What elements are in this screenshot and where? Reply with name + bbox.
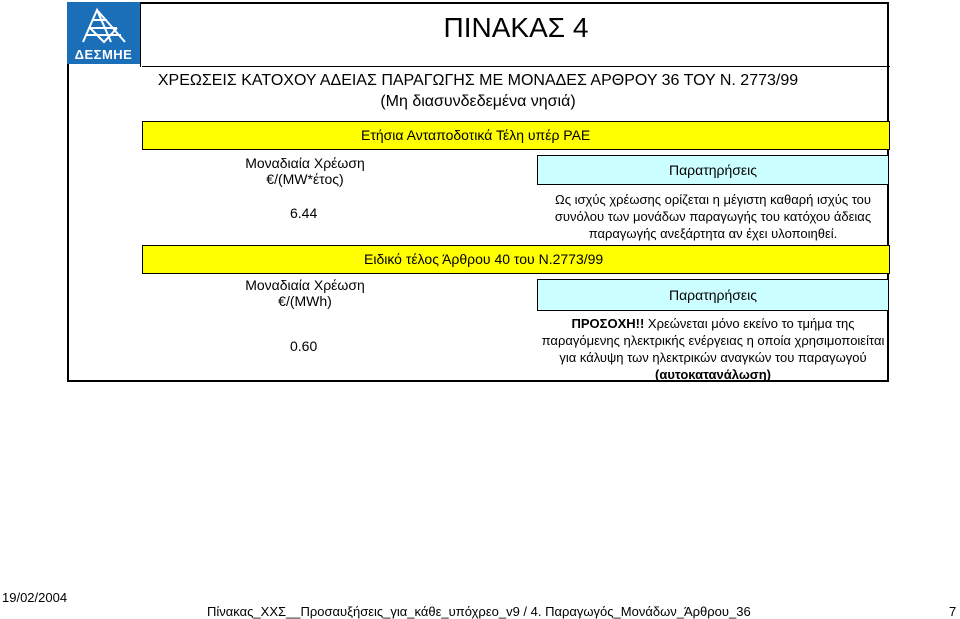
section-1-remarks bbox=[537, 191, 889, 242]
section-2-unit-label bbox=[225, 277, 385, 309]
remarks-line-3: για κάλυψη των ηλεκτρικών αναγκών του παραγωγού bbox=[559, 350, 867, 365]
section-1-header: Ετήσια Ανταποδοτικά Τέλη υπέρ ΡΑΕ bbox=[142, 121, 890, 150]
remarks-line-1 bbox=[537, 315, 889, 332]
logo-divider bbox=[140, 2, 141, 67]
remarks-line-2: συνόλου των μονάδων παραγωγής του κατόχου άδειας bbox=[554, 209, 872, 224]
section-2-remarks bbox=[537, 315, 889, 383]
unit-label-line-1: Μοναδιαία Χρέωση bbox=[245, 155, 365, 171]
page-title: ΠΙΝΑΚΑΣ 4 bbox=[443, 12, 589, 43]
section-2-header: Ειδικό τέλος Άρθρου 40 του Ν.2773/99 bbox=[142, 245, 890, 274]
header-divider bbox=[142, 66, 890, 67]
remarks-line-4: (αυτοκατανάλωση) bbox=[655, 367, 771, 382]
subtitle-line-2: (Μη διασυνδεδεμένα νησιά) bbox=[380, 93, 576, 110]
subtitle-line-1: ΧΡΕΩΣΕΙΣ ΚΑΤΟΧΟΥ ΑΔΕΙΑΣ ΠΑΡΑΓΩΓΗΣ ΜΕ ΜΟΝΑΔΕΣ ΑΡΘΡΟΥ 36 ΤΟΥ Ν. 2773/99 bbox=[157, 72, 799, 89]
desmie-logo bbox=[67, 2, 140, 64]
remarks-line-2: παραγόμενης ηλεκτρικής ενέργειας η οποία χρησιμοποιείται bbox=[541, 333, 885, 348]
remarks-warning: ΠΡΟΣΟΧΗ!! bbox=[571, 316, 645, 331]
remarks-line-3: παραγωγής ανεξάρτητα αν έχει υλοποιηθεί. bbox=[588, 226, 838, 241]
footer-file-path: Πίνακας_ΧΧΣ__Προσαυξήσεις_για_κάθε_υπόχρεο_v9 / 4. Παραγωγός_Μονάδων_Άρθρου_36 bbox=[207, 604, 751, 619]
unit-label-line-2: €/(MWh) bbox=[278, 293, 332, 309]
remarks-line-1-text: Χρεώνεται μόνο εκείνο το τμήμα της bbox=[644, 316, 855, 331]
section-2-value: 0.60 bbox=[290, 338, 318, 354]
section-1-value: 6.44 bbox=[290, 205, 318, 221]
unit-label-line-1: Μοναδιαία Χρέωση bbox=[245, 277, 365, 293]
section-2-remarks-header: Παρατηρήσεις bbox=[537, 279, 889, 311]
section-1-remarks-header: Παρατηρήσεις bbox=[537, 155, 889, 185]
unit-label-line-2: €/(MW*έτος) bbox=[266, 171, 344, 187]
logo-text: ΔΕΣΜΗΕ bbox=[74, 47, 133, 62]
remarks-line-1: Ως ισχύς χρέωσης ορίζεται η μέγιστη καθαρή ισχύς του bbox=[555, 192, 871, 207]
footer-page-number: 7 bbox=[949, 604, 957, 619]
pylon-icon bbox=[77, 6, 131, 46]
footer-date: 19/02/2004 bbox=[2, 590, 68, 605]
section-1-unit-label bbox=[225, 155, 385, 187]
